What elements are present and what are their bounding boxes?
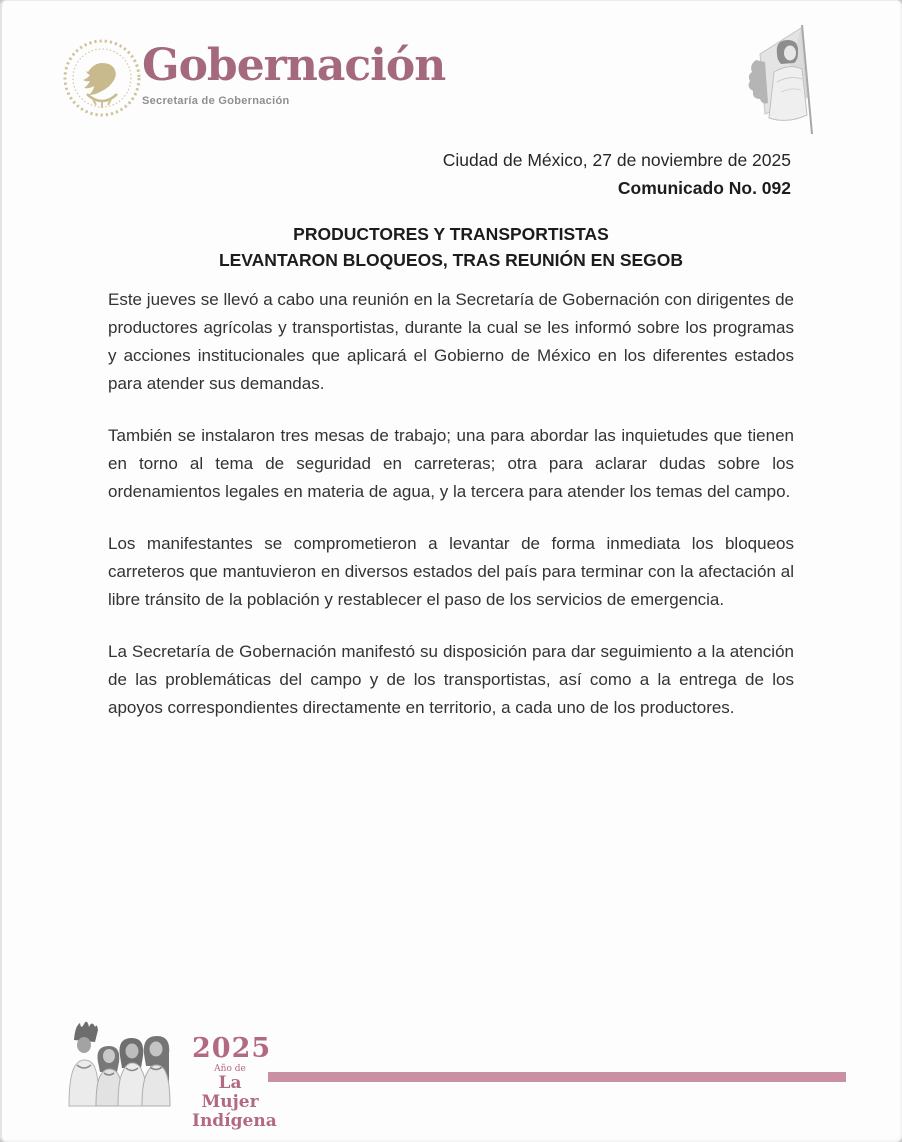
- paragraph-2: También se instalaron tres mesas de trabajo; una para abordar las inquietudes que tienen en torno al tema de seguridad en carreteras; otra para aclarar dudas sobre los ordenamientos legales en materia de agua, y la tercera para atender los temas del campo.: [108, 426, 794, 501]
- title-line-1: PRODUCTORES Y TRANSPORTISTAS: [293, 224, 609, 244]
- title-line-2: LEVANTARON BLOQUEOS, TRAS REUNIÓN EN SEGOB: [218, 250, 684, 270]
- footer-year: 2025: [192, 1033, 272, 1064]
- woman-with-flag-icon: [740, 22, 836, 138]
- footer-campaign-block: [192, 1033, 277, 1131]
- document-title: [0, 221, 902, 273]
- footer-accent-bar: [268, 1072, 846, 1082]
- footer-campaign-line-2: Indígena: [192, 1111, 277, 1131]
- indigenous-women-icon: [56, 1018, 188, 1108]
- dateline: Ciudad de México, 27 de noviembre de 2025: [442, 150, 791, 170]
- release-number: Comunicado No. 092: [617, 178, 791, 198]
- footer-year-label: Año de: [214, 1064, 246, 1074]
- paragraph-4: La Secretaría de Gobernación manifestó su disposición para dar seguimiento a la atención de las problemáticas del campo y de los transportistas, así como a la entrega de los apoyos correspondientes directamente en territorio, a cada uno de los productores.: [108, 642, 794, 717]
- mexico-eagle-seal-icon: [62, 36, 142, 120]
- document-body: [108, 286, 794, 746]
- meta-block: [443, 146, 791, 202]
- footer-campaign-line-1: La Mujer: [201, 1073, 259, 1112]
- gobernacion-wordmark: [142, 42, 445, 107]
- paragraph-1: Este jueves se llevó a cabo una reunión en la Secretaría de Gobernación con dirigentes de productores agrícolas y transportistas, durante la cual se les informó sobre los programas y acciones institucionales que aplicará el Gobierno de México en los diferentes estados para atender sus demandas.: [108, 290, 794, 393]
- logo-subtitle: Secretaría de Gobernación: [142, 95, 290, 107]
- paragraph-3: Los manifestantes se comprometieron a levantar de forma inmediata los bloqueos carreteros que mantuvieron en diversos estados del país para terminar con la afectación al libre tránsito de la población y restablecer el paso de los servicios de emergencia.: [108, 534, 794, 609]
- logo-text: Gobernación: [142, 40, 446, 91]
